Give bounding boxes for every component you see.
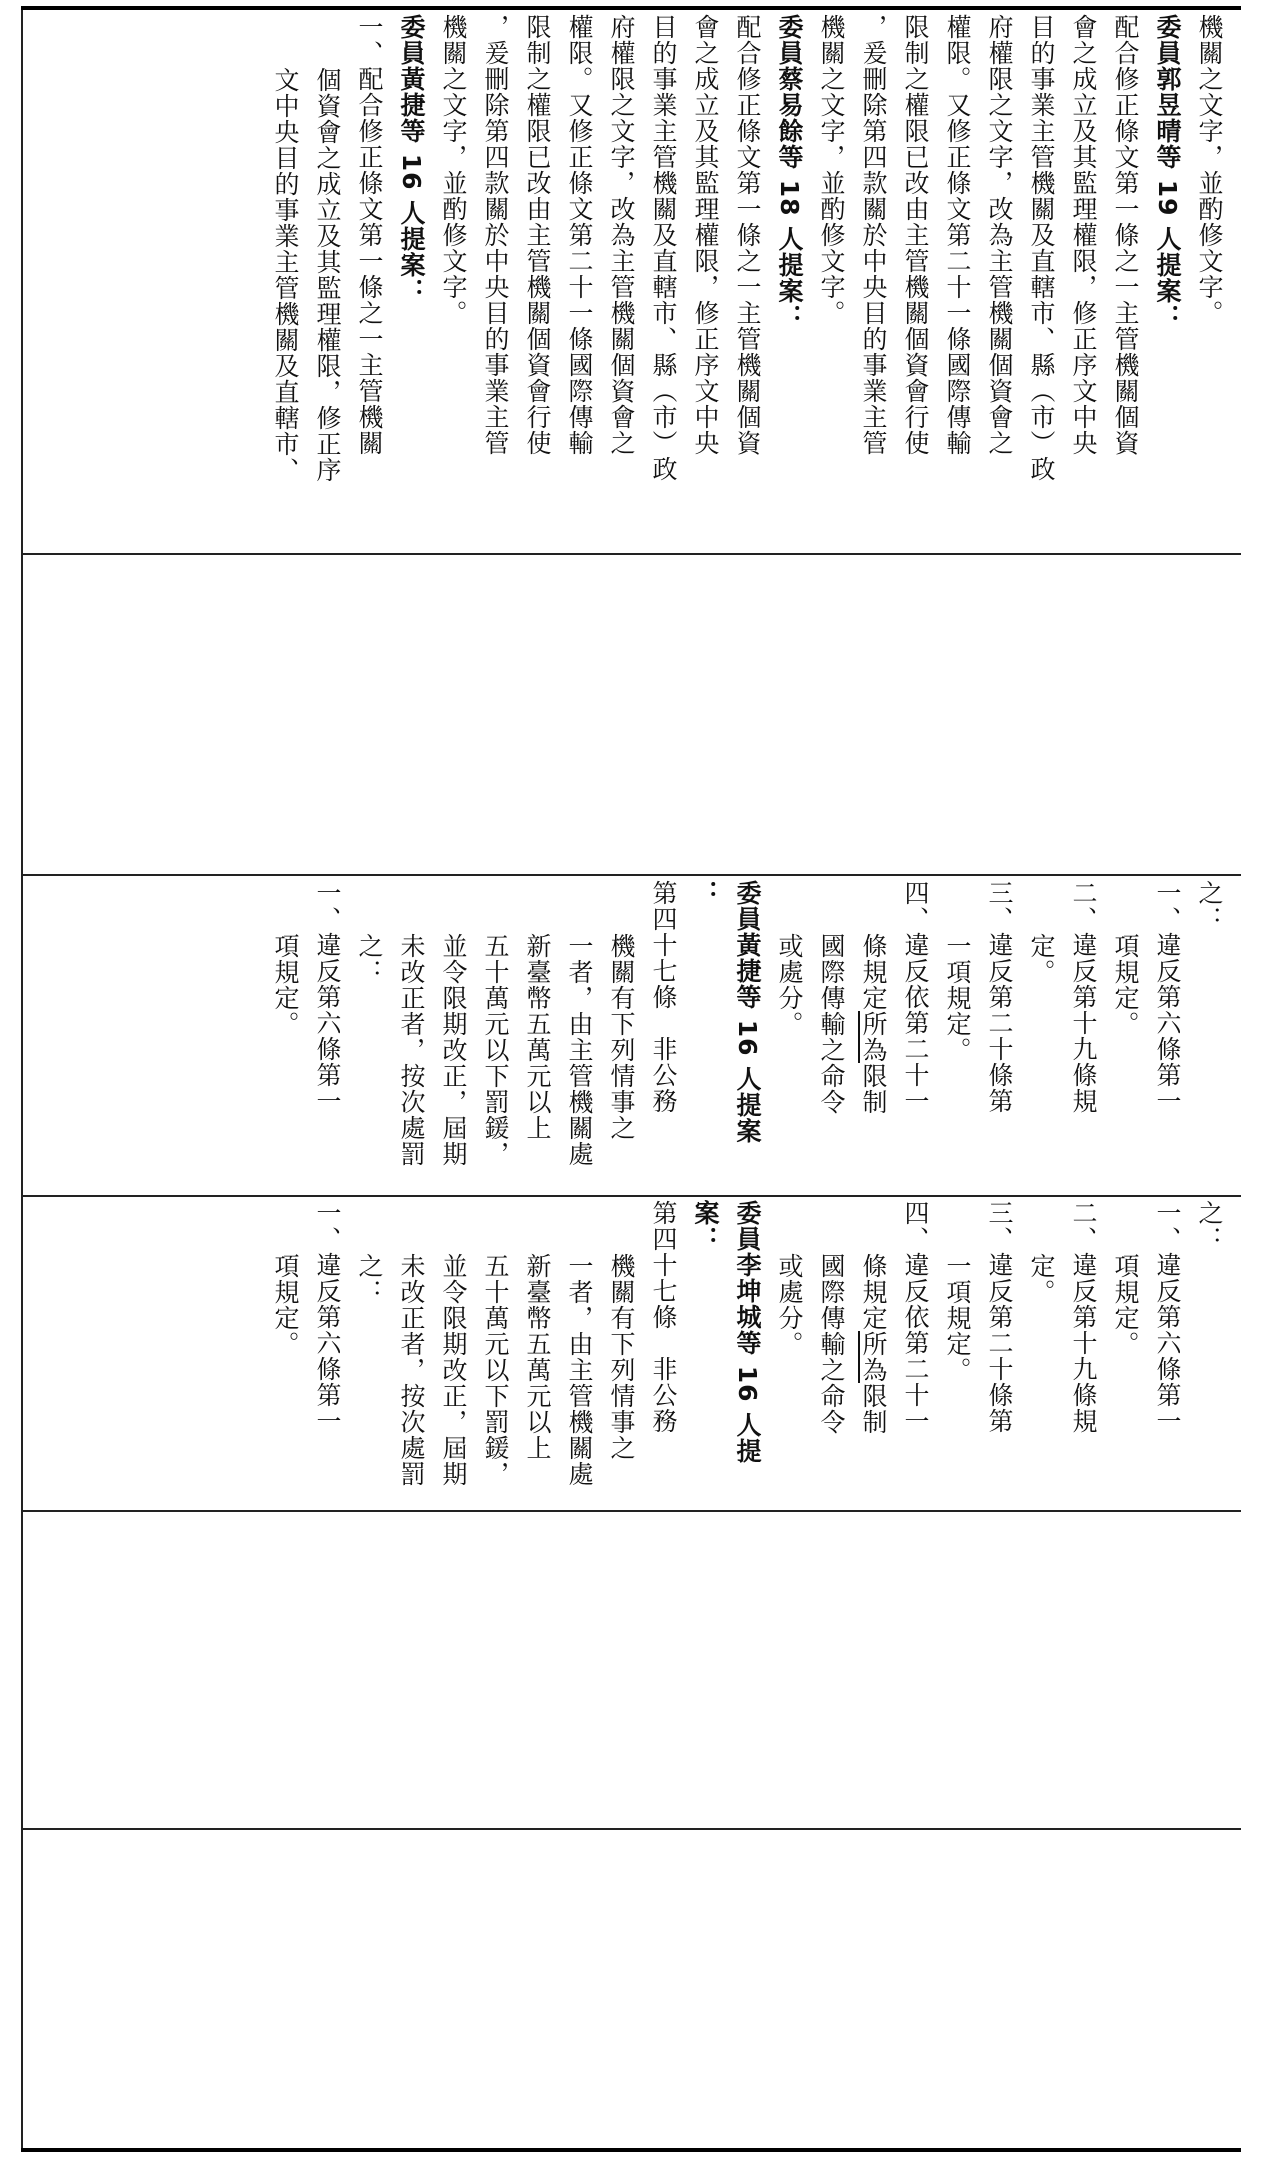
text-line: 未改正者，按次處罰 xyxy=(397,1252,426,1487)
explanation-column xyxy=(30,14,1230,549)
text-line: 定。 xyxy=(1027,1252,1056,1305)
proposer-heading: 委員郭昱晴等 19 人提案： xyxy=(1153,14,1182,331)
text-line: 新臺幣五萬元以上 xyxy=(523,932,552,1141)
text-line: 第四十七條 非公務 xyxy=(649,880,678,1114)
row-divider xyxy=(21,874,1241,876)
text-line: 或處分。 xyxy=(775,1252,804,1357)
text-line: 五十萬元以下罰鍰， xyxy=(481,932,510,1167)
proposal-text-column-left xyxy=(30,1200,1230,1505)
text-line: 一、違反第六條第一 xyxy=(1153,1200,1182,1434)
text-line: 機關有下列情事之 xyxy=(607,932,636,1141)
text-line: 機關之文字，並酌修文字。 xyxy=(439,14,468,326)
text-line: 項規定。 xyxy=(271,932,300,1037)
text-line: 之： xyxy=(1195,1200,1224,1252)
text-line: 目的事業主管機關及直轄市、縣（市）政 xyxy=(649,14,678,482)
text-line: 一、違反第六條第一 xyxy=(313,1200,342,1434)
text-line: ，爰刪除第四款關於中央目的事業主管 xyxy=(859,14,888,456)
text-line: 一、違反第六條第一 xyxy=(313,880,342,1114)
row-divider xyxy=(21,1510,1241,1512)
text-line: 項規定。 xyxy=(1111,1252,1140,1357)
proposer-heading: 委員黃捷等 16 人提案： xyxy=(397,14,426,305)
text-line: 條規定所為限制 xyxy=(859,932,888,1115)
text-line: 國際傳輸之命令 xyxy=(817,1252,846,1435)
text-line: 一者，由主管機關處 xyxy=(565,932,594,1167)
text-line: 五十萬元以下罰鍰， xyxy=(481,1252,510,1487)
proposal-text-column-middle xyxy=(30,880,1230,1190)
row-divider xyxy=(21,1828,1241,1830)
proposer-heading: 委員蔡易餘等 18 人提案： xyxy=(775,14,804,331)
text-line: 一項規定。 xyxy=(943,932,972,1063)
text-line: 一、違反第六條第一 xyxy=(1153,880,1182,1114)
text-line: 三、違反第二十條第 xyxy=(985,1200,1014,1434)
text-line: 第四十七條 非公務 xyxy=(649,1200,678,1434)
text-line: 限制之權限已改由主管機關個資會行使 xyxy=(901,14,930,456)
text-line: 一、配合修正條文第一條之一主管機關 xyxy=(355,14,384,456)
text-line: 配合修正條文第一條之一主管機關個資 xyxy=(1111,14,1140,456)
text-line: 四、違反依第二十一 xyxy=(901,1200,930,1434)
text-line: 權限。又修正條文第二十一條國際傳輸 xyxy=(943,14,972,456)
text-line: 三、違反第二十條第 xyxy=(985,880,1014,1114)
text-line: 新臺幣五萬元以上 xyxy=(523,1252,552,1461)
text-line: 二、違反第十九條規 xyxy=(1069,880,1098,1114)
underlined-text: 所為 xyxy=(859,1010,888,1063)
text-line: 一項規定。 xyxy=(943,1252,972,1383)
text-line: 並令限期改正，屆期 xyxy=(439,932,468,1167)
row-divider xyxy=(21,553,1241,555)
text-line: 目的事業主管機關及直轄市、縣（市）政 xyxy=(1027,14,1056,482)
text-line: 條規定所為限制 xyxy=(859,1252,888,1435)
proposer-heading: 委員李坤城等 16 人提 xyxy=(733,1200,762,1465)
proposer-heading: ： xyxy=(691,880,720,906)
proposer-heading: 案： xyxy=(691,1200,720,1252)
text-line: 項規定。 xyxy=(1111,932,1140,1037)
underlined-text: 所為 xyxy=(859,1330,888,1383)
text-line: 會之成立及其監理權限，修正序文中央 xyxy=(691,14,720,456)
text-line: 一者，由主管機關處 xyxy=(565,1252,594,1487)
text-line: 機關之文字，並酌修文字。 xyxy=(1195,14,1224,326)
text-line: 配合修正條文第一條之一主管機關個資 xyxy=(733,14,762,456)
text-line: 國際傳輸之命令 xyxy=(817,932,846,1115)
text-line: 未改正者，按次處罰 xyxy=(397,932,426,1167)
text-line: 並令限期改正，屆期 xyxy=(439,1252,468,1487)
text-line: 限制之權限已改由主管機關個資會行使 xyxy=(523,14,552,456)
text-line: 二、違反第十九條規 xyxy=(1069,1200,1098,1434)
proposer-heading: 委員黃捷等 16 人提案 xyxy=(733,880,762,1145)
text-line: 定。 xyxy=(1027,932,1056,985)
text-line: 權限。又修正條文第二十一條國際傳輸 xyxy=(565,14,594,456)
text-line: 會之成立及其監理權限，修正序文中央 xyxy=(1069,14,1098,456)
text-line: 四、違反依第二十一 xyxy=(901,880,930,1114)
text-line: 機關之文字，並酌修文字。 xyxy=(817,14,846,326)
top-rule xyxy=(21,6,1241,10)
text-line: 府權限之文字，改為主管機關個資會之 xyxy=(607,14,636,456)
text-line: 機關有下列情事之 xyxy=(607,1252,636,1461)
text-line: ，爰刪除第四款關於中央目的事業主管 xyxy=(481,14,510,456)
text-line: 文中央目的事業主管機關及直轄市、 xyxy=(271,66,300,483)
text-line: 或處分。 xyxy=(775,932,804,1037)
text-line: 之： xyxy=(355,1252,384,1305)
text-line: 之： xyxy=(1195,880,1224,932)
bottom-rule xyxy=(21,2148,1241,2152)
text-line: 項規定。 xyxy=(271,1252,300,1357)
text-line: 個資會之成立及其監理權限，修正序 xyxy=(313,66,342,483)
text-line: 府權限之文字，改為主管機關個資會之 xyxy=(985,14,1014,456)
row-divider xyxy=(21,1195,1241,1197)
text-line: 之： xyxy=(355,932,384,985)
